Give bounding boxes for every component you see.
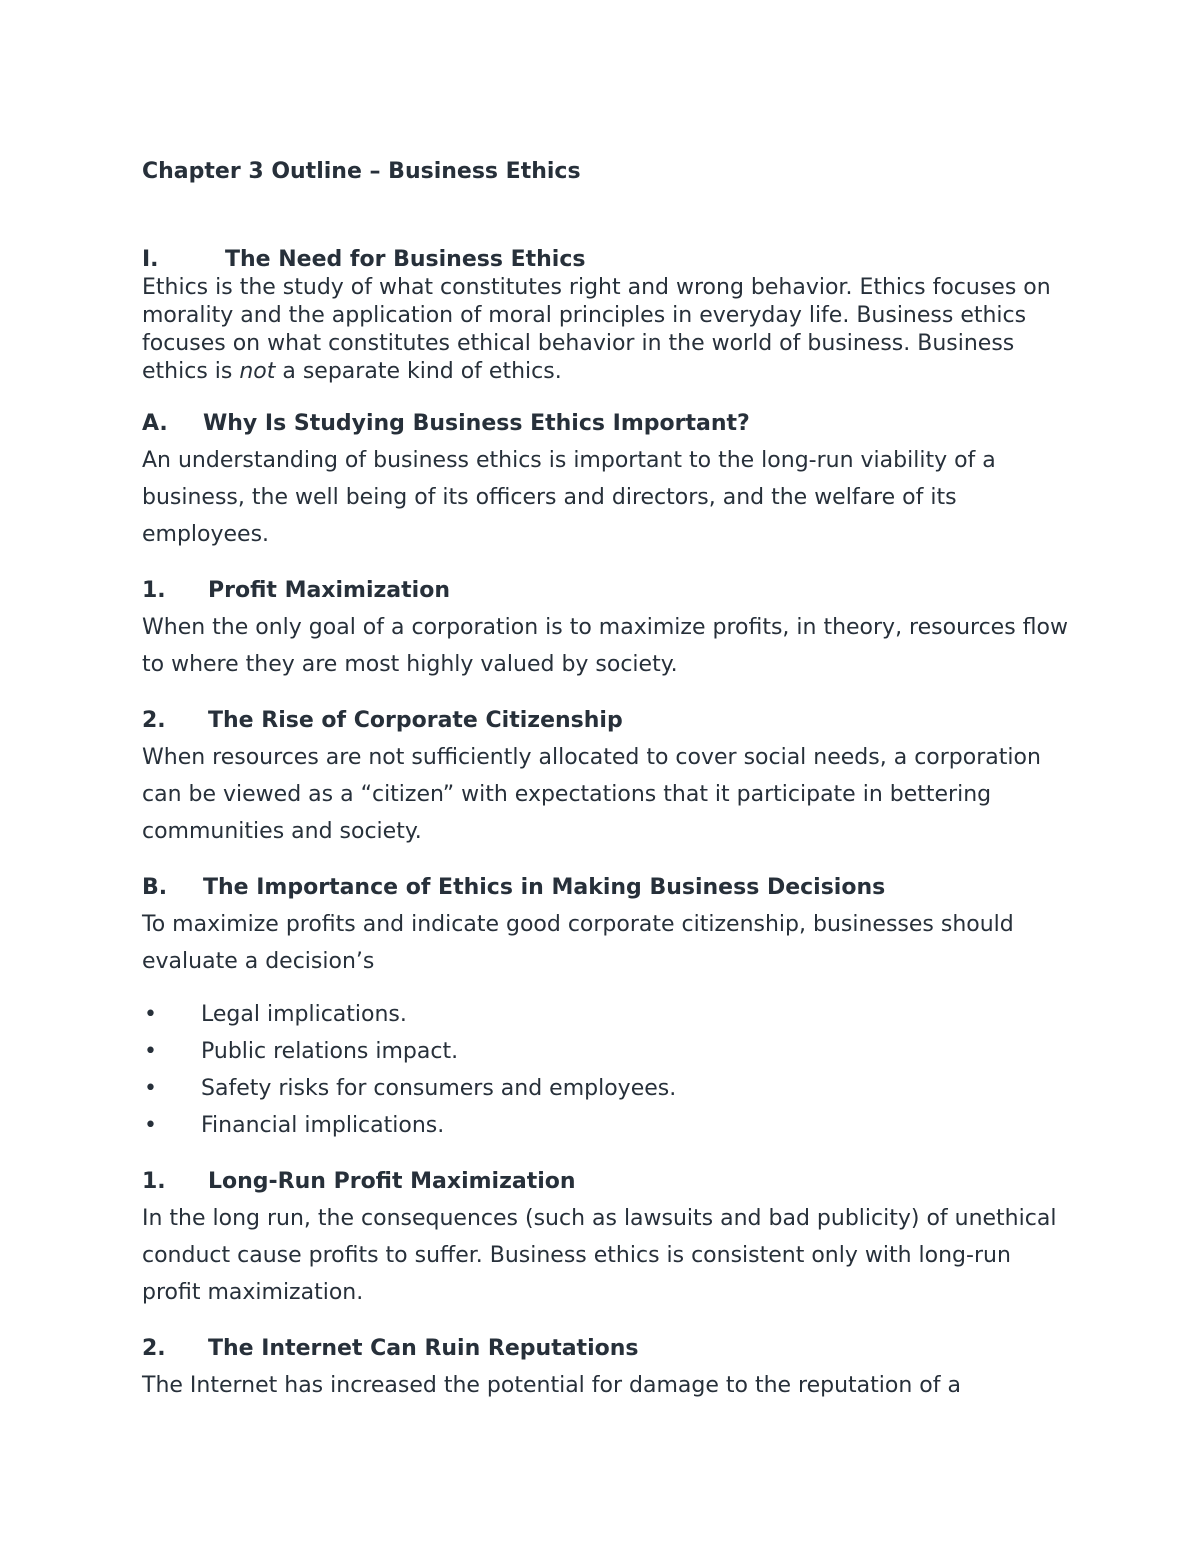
item-number: 2. bbox=[142, 1336, 166, 1361]
item-heading-b1 bbox=[142, 1168, 1072, 1196]
list-item-text: Public relations impact. bbox=[201, 1039, 459, 1064]
subsection-title: The Importance of Ethics in Making Business Decisions bbox=[203, 875, 886, 900]
intro-emphasis: not bbox=[239, 359, 276, 384]
bullet-icon: • bbox=[144, 1076, 157, 1101]
item-number: 2. bbox=[142, 708, 166, 733]
subsection-a-paragraph: An understanding of business ethics is important to the long-run viability of a business, the well being of its officers and directors, and the welfare of its employees. bbox=[142, 448, 996, 547]
document-title: Chapter 3 Outline – Business Ethics bbox=[142, 159, 581, 184]
item-title: The Internet Can Ruin Reputations bbox=[208, 1336, 639, 1361]
list-item bbox=[142, 1033, 1072, 1070]
bullet-list bbox=[142, 996, 1072, 1144]
subsection-heading-a bbox=[142, 410, 1072, 438]
item-heading-a2 bbox=[142, 707, 1072, 735]
bullet-icon: • bbox=[144, 1002, 157, 1027]
subsection-b-paragraph: To maximize profits and indicate good corporate citizenship, businesses should evaluate a decision’s bbox=[142, 912, 1014, 974]
item-heading-a1 bbox=[142, 577, 1072, 605]
intro-text-end: a separate kind of ethics. bbox=[275, 359, 562, 384]
item-title: The Rise of Corporate Citizenship bbox=[208, 708, 623, 733]
subsection-heading-b bbox=[142, 874, 1072, 902]
bullet-icon: • bbox=[144, 1113, 157, 1138]
section-title: The Need for Business Ethics bbox=[225, 247, 586, 272]
item-title: Profit Maximization bbox=[208, 578, 450, 603]
subsection-title: Why Is Studying Business Ethics Important? bbox=[203, 411, 750, 436]
item-title: Long-Run Profit Maximization bbox=[208, 1169, 576, 1194]
item-b2-paragraph: The Internet has increased the potential for damage to the reputation of a bbox=[142, 1373, 961, 1398]
list-item-text: Safety risks for consumers and employees. bbox=[201, 1076, 677, 1101]
item-number: 1. bbox=[142, 1169, 166, 1194]
item-heading-b2 bbox=[142, 1335, 1072, 1363]
list-item-text: Legal implications. bbox=[201, 1002, 407, 1027]
section-number: I. bbox=[142, 247, 159, 272]
intro-text-start: Ethics is the study of what constitutes right and wrong behavior. Ethics focuses on morality and the application of moral principles in everyday life. Business ethics focuses on what constitutes ethical behavior in the world of business. Business ethics is bbox=[142, 275, 1051, 384]
subsection-number: B. bbox=[142, 875, 168, 900]
item-a1-paragraph: When the only goal of a corporation is to maximize profits, in theory, resources flow to where they are most highly valued by society. bbox=[142, 615, 1068, 677]
section-intro-paragraph bbox=[142, 274, 1072, 386]
item-number: 1. bbox=[142, 578, 166, 603]
list-item bbox=[142, 996, 1072, 1033]
section-heading bbox=[142, 246, 1072, 274]
subsection-number: A. bbox=[142, 411, 168, 436]
list-item-text: Financial implications. bbox=[201, 1113, 445, 1138]
list-item bbox=[142, 1107, 1072, 1144]
item-b1-paragraph: In the long run, the consequences (such as lawsuits and bad publicity) of unethical conduct cause profits to suffer. Business ethics is consistent only with long-run profit maximization. bbox=[142, 1206, 1057, 1305]
document-body bbox=[142, 156, 1072, 1404]
item-a2-paragraph: When resources are not sufficiently allocated to cover social needs, a corporation can be viewed as a “citizen” with expectations that it participate in bettering communities and society. bbox=[142, 745, 1041, 844]
bullet-icon: • bbox=[144, 1039, 157, 1064]
list-item bbox=[142, 1070, 1072, 1107]
